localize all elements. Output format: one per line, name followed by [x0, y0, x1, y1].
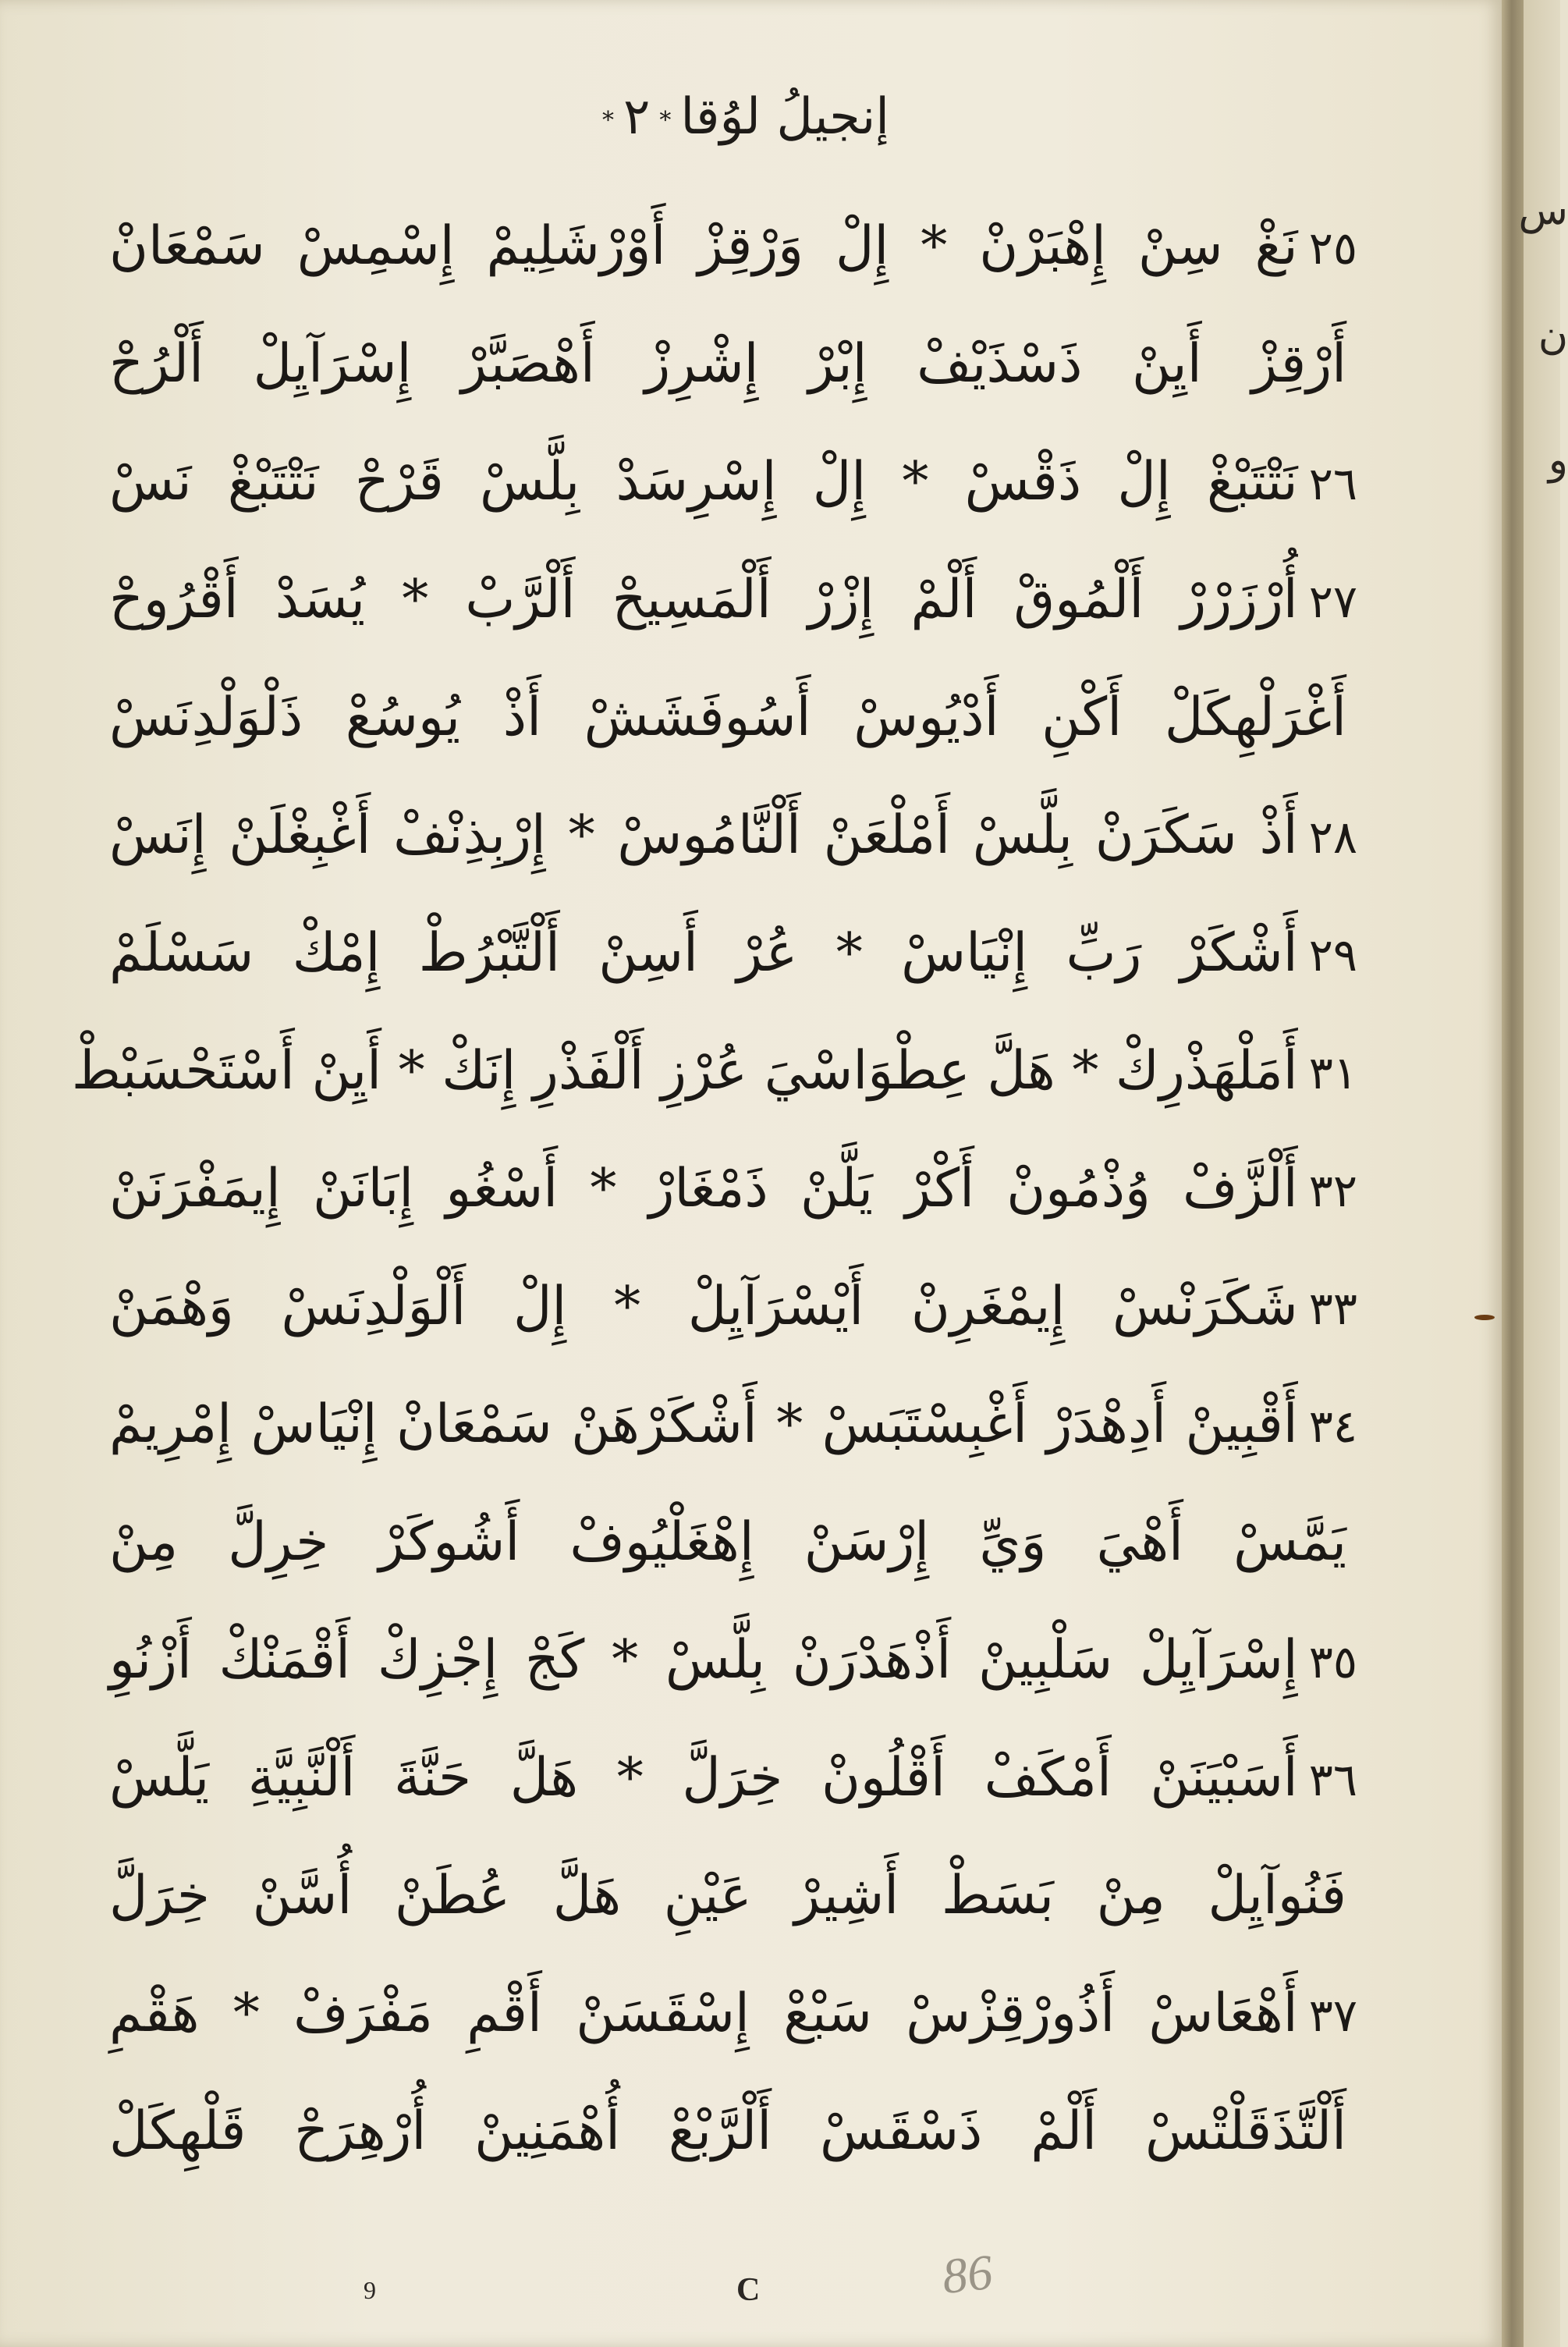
header-separator-left: *: [659, 106, 672, 134]
line-text: أُرْزَرْرْ أَلْمُوقْ أَلْمْ إِزْرْ أَلْمَسِيحْ أَلْرَّبْ * يُسَدْ أَقْرُوحْ: [109, 569, 1298, 630]
verse-number: ٣٤: [1308, 1400, 1357, 1453]
text-line: [71, 1012, 1357, 1130]
header-separator-right: *: [601, 106, 614, 134]
line-text: أَسَبْيَنَنْ أَمْكَفْ أَقْلُونْ خِرَلَّ * هَلَّ حَنَّةَ أَلْنَّبِيَّةِ يَلَّسْ: [109, 1747, 1298, 1809]
line-text: أَرْقِزْ أَيِنْ ذَسْذَيْفْ إِبْرْ إِشْرِزْ أَهْصَبَّرْ إِسْرَآيِلْ أَلْرُحْ: [109, 333, 1346, 395]
verse-number: ٢٧: [1308, 575, 1357, 628]
verse-number: ٢٦: [1308, 457, 1357, 510]
line-text: نَتْتَبْغْ إِلْ ذَقْسْ * إِلْ إِسْرِسَدْ بِلَّسْ قَرْحْ نَتْتَبْغْ نَسْ: [109, 451, 1298, 513]
text-line: [109, 423, 1357, 541]
book-gutter: [1502, 0, 1524, 2347]
ink-speck: [1474, 1315, 1495, 1320]
text-line: [109, 541, 1357, 659]
line-text: أَذْ سَكَرَنْ بِلَّسْ أَمْلْعَنْ أَلْنَّامُوسْ * إِرْبِذِنْفْ أَغْبِغْلَنْ إِنَسْ: [109, 804, 1298, 866]
line-text: فَنُوآيِلْ مِنْ بَسَطْ أَشِيرْ عَيْنِ هَلَّ عُطَنْ أُسَّنْ خِرَلَّ: [109, 1865, 1346, 1926]
text-line: [109, 776, 1357, 894]
verse-number: ٣٢: [1308, 1164, 1357, 1217]
text-line: [109, 1837, 1357, 1955]
verse-number: ٣١: [1308, 1046, 1357, 1099]
verse-number: ٣٧: [1308, 1989, 1357, 2042]
page-number: 9: [364, 2276, 376, 2304]
text-line: [109, 2072, 1357, 2190]
text-line: [109, 1365, 1357, 1483]
text-line: [109, 1130, 1357, 1248]
chapter-number: ٢: [623, 88, 651, 146]
verse-number: ٢٩: [1308, 929, 1357, 982]
line-text: أَقْبِينْ أَدِهْدَرْ أَغْبِسْتَبَسْ * أَشْكَرْهَنْ سَمْعَانْ إِنْيَاسْ إِمْرِيمْ: [109, 1394, 1298, 1455]
adjacent-page-edge: [1518, 0, 1568, 2347]
verse-number: ٢٨: [1308, 811, 1357, 864]
text-line: [109, 1483, 1357, 1601]
verse-text-block: [71, 187, 1357, 2190]
verse-number: ٣٦: [1308, 1753, 1357, 1806]
running-header: [499, 78, 983, 156]
text-line: [109, 894, 1357, 1012]
verse-number: ٣٥: [1308, 1635, 1357, 1688]
line-text: يَمَّسْ أَهْيَ وَيِّ إِرْسَنْ إِهْغَلْيُوفْ أَشُوكَرْ خِرِلَّ مِنْ: [109, 1511, 1346, 1573]
line-text: أَشْكَرْ رَبِّ إِنْيَاسْ * عُرْ أَسِنْ أَلْتَّبْرُطْ إِمْكْ سَسْلَمْ: [109, 922, 1298, 984]
text-line: [109, 1248, 1357, 1365]
line-text: أَلْتَّذَقَلْتْسْ أَلْمْ ذَسْقَسْ أَلْرَّبْعْ أُهْمَنِينْ أُرْهِرَحْ قَلْهِكَلْ: [109, 2100, 1346, 2162]
edge-glyph: و: [1548, 437, 1568, 484]
verse-number: ٣٣: [1308, 1282, 1357, 1335]
line-text: شَكَرَنْسْ إِيمْغَرِنْ أَيْسْرَآيِلْ * إِلْ أَلْوَلْدِنَسْ وَهْمَنْ: [109, 1276, 1298, 1337]
text-line: [109, 1719, 1357, 1837]
pencil-annotation: 86: [939, 2243, 995, 2305]
text-line: [109, 305, 1357, 423]
line-text: أَلْزَّفْ وُذْمُونْ أَكْرْ يَلَّنْ ذَمْغَارْ * أَسْغُو إِبَانَنْ إِيمَفْرَنَنْ: [109, 1158, 1298, 1220]
header-title: إنجيلُ لوُقا: [680, 88, 890, 146]
verse-number: ٢٥: [1308, 222, 1357, 275]
signature-mark: C: [736, 2272, 761, 2308]
edge-glyph: س: [1518, 187, 1568, 234]
line-text: إِسْرَآيِلْ سَلْبِينْ أَذْهَدْرَنْ بِلَّسْ * كَجْ إِجْزِكْ أَقْمَنْكْ أَزْنُوِ: [109, 1629, 1298, 1691]
text-line: [109, 187, 1357, 305]
line-text: أَمَلْهَذْرِكْ * هَلَّ عِطْوَاسْيَ عُرْزِ أَلْفَذْرِ إِنَكْ * أَيِنْ أَسْتَحْسَبْطْ: [71, 1040, 1298, 1102]
text-line: [109, 659, 1357, 776]
line-text: أَهْعَاسْ أَذُورْقِزْسْ سَبْعْ إِسْقَسَنْ أَقْمِ مَفْرَفْ * هَقْمِ: [109, 1983, 1298, 2044]
line-text: أَغْرَلْهِكَلْ أَكْنِ أَدْيُوسْ أَسُوفَشَشْ أَذْ يُوسُعْ ذَلْوَلْدِنَسْ: [109, 687, 1346, 748]
edge-glyph: ن: [1538, 312, 1568, 359]
line-text: نَغْ سِنْ إِهْبَرْنْ * إِلْ وَرْقِزْ أَوْرْشَلِيمْ إِسْمِسْ سَمْعَانْ: [109, 215, 1298, 277]
text-line: [109, 1601, 1357, 1719]
text-line: [109, 1955, 1357, 2072]
